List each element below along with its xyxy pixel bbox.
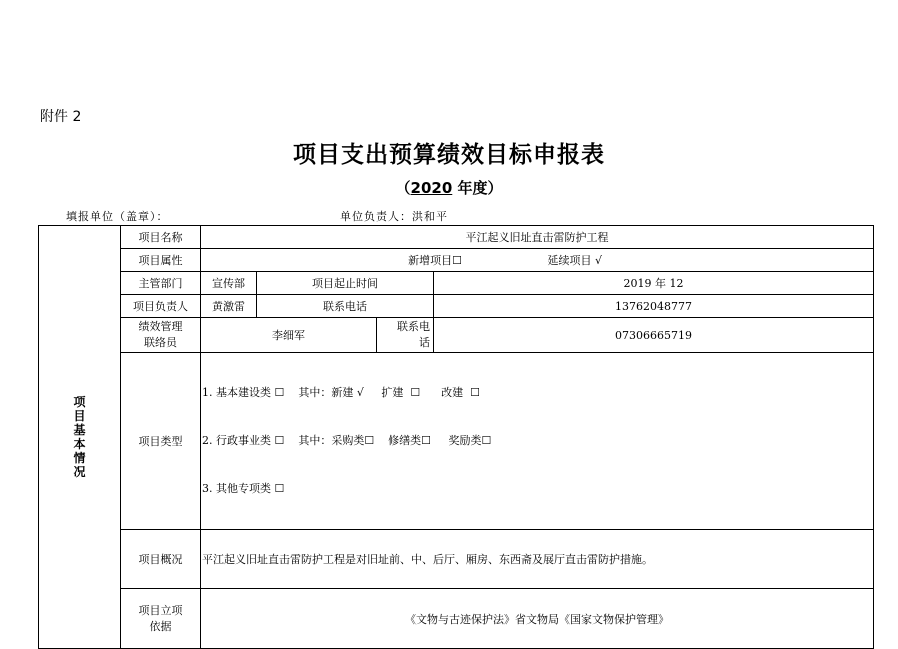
basis-label-line2: 依据 bbox=[149, 619, 172, 633]
section-char: 情 bbox=[73, 451, 86, 465]
project-type-label: 项目类型 bbox=[121, 353, 201, 530]
page-title: 项目支出预算绩效目标申报表 bbox=[293, 142, 605, 168]
leader-phone-value: 13762048777 bbox=[434, 295, 874, 318]
attribute-continue: 延续项目 √ bbox=[547, 254, 602, 267]
type-line-1: 1. 基本建设类 ☐ 其中：新建 √ 扩建 ☐ 改建 ☐ bbox=[202, 386, 481, 399]
project-basic-table bbox=[38, 225, 874, 649]
leader-label: 项目负责人 bbox=[121, 295, 201, 318]
leader-phone-label: 联系电话 bbox=[257, 295, 434, 318]
basis-label-line1: 项目立项 bbox=[138, 603, 183, 617]
leader-value: 黄激雷 bbox=[201, 295, 257, 318]
section-char: 项 bbox=[73, 395, 86, 409]
row-department bbox=[39, 272, 874, 295]
dept-label: 主管部门 bbox=[121, 272, 201, 295]
basis-value: 《文物与古迹保护法》省文物局《国家文物保护管理》 bbox=[201, 589, 874, 649]
row-project-attribute bbox=[39, 249, 874, 272]
section-char: 本 bbox=[73, 437, 86, 451]
perf-contact-label bbox=[121, 318, 201, 353]
row-project-name bbox=[39, 226, 874, 249]
project-time-value: 2019 年 12 bbox=[434, 272, 874, 295]
row-project-type bbox=[39, 353, 874, 530]
perf-label-line1: 绩效管理 bbox=[138, 320, 183, 333]
project-name-label: 项目名称 bbox=[121, 226, 201, 249]
section-label-basic-info bbox=[39, 226, 121, 649]
year-value: 2020 bbox=[410, 179, 453, 197]
type-line-3: 3. 其他专项类 ☐ bbox=[202, 482, 285, 495]
overview-label: 项目概况 bbox=[121, 530, 201, 589]
perf-phone-line1: 联系电 bbox=[397, 320, 430, 333]
section-char: 况 bbox=[73, 465, 86, 479]
fill-unit-label: 填报单位（盖章）： bbox=[66, 210, 169, 223]
perf-phone-label bbox=[377, 318, 434, 353]
unit-head-label: 单位负责人：洪和平 bbox=[340, 210, 448, 223]
row-perf-contact bbox=[39, 318, 874, 353]
type-line-2: 2. 行政事业类 ☐ 其中：采购类☐ 修缮类☐ 奖励类☐ bbox=[202, 434, 492, 447]
row-leader bbox=[39, 295, 874, 318]
project-attribute-label: 项目属性 bbox=[121, 249, 201, 272]
perf-phone-value: 07306665719 bbox=[434, 318, 874, 353]
project-time-label: 项目起止时间 bbox=[257, 272, 434, 295]
project-name-value: 平江起义旧址直击雷防护工程 bbox=[201, 226, 874, 249]
dept-value: 宣传部 bbox=[201, 272, 257, 295]
year-label bbox=[0, 177, 898, 198]
perf-label-line2: 联络员 bbox=[144, 336, 177, 349]
year-suffix: 年度） bbox=[452, 179, 503, 197]
section-char: 基 bbox=[73, 423, 86, 437]
section-char: 目 bbox=[73, 409, 86, 423]
overview-value: 平江起义旧址直击雷防护工程是对旧址前、中、后厅、厢房、东西斋及展厅直击雷防护措施。 bbox=[201, 530, 874, 589]
perf-contact-value: 李细军 bbox=[201, 318, 377, 353]
year-open: （ bbox=[395, 179, 411, 197]
row-overview bbox=[39, 530, 874, 589]
row-basis bbox=[39, 589, 874, 649]
project-type-value bbox=[201, 353, 874, 530]
attribute-new: 新增项目☐ bbox=[408, 254, 462, 267]
perf-phone-line2: 话 bbox=[419, 336, 430, 349]
project-attribute-value bbox=[201, 249, 874, 272]
basis-label bbox=[121, 589, 201, 649]
attachment-label: 附件 2 bbox=[40, 109, 82, 125]
